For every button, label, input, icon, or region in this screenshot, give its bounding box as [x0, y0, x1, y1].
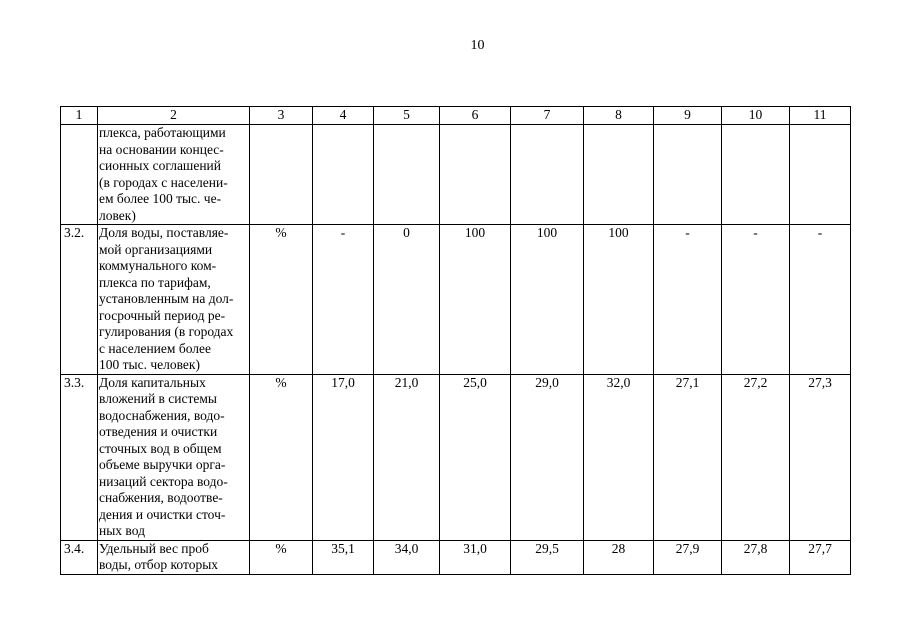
value-cell: 28 [584, 540, 654, 574]
table-row [61, 540, 851, 574]
value-cell [584, 125, 654, 225]
value-cell: 100 [584, 225, 654, 375]
row-number: 3.2. [61, 225, 98, 375]
header-cell: 10 [722, 107, 790, 125]
value-cell [313, 125, 374, 225]
value-cell: - [790, 225, 851, 375]
row-description: плекса, работающими на основании концес- сионных соглашений (в городах с населени- ем более 100 тыс. че- ловек) [98, 125, 250, 225]
unit-cell: % [250, 225, 313, 375]
value-cell: 34,0 [374, 540, 440, 574]
value-cell [374, 125, 440, 225]
value-cell: 27,9 [654, 540, 722, 574]
unit-cell [250, 125, 313, 225]
value-cell: 21,0 [374, 374, 440, 540]
header-cell: 2 [98, 107, 250, 125]
header-cell: 11 [790, 107, 851, 125]
row-number [61, 125, 98, 225]
header-row [61, 107, 851, 125]
value-cell: 17,0 [313, 374, 374, 540]
value-cell [654, 125, 722, 225]
table-row [61, 125, 851, 225]
value-cell: - [722, 225, 790, 375]
header-cell: 5 [374, 107, 440, 125]
value-cell: 100 [511, 225, 584, 375]
value-cell [511, 125, 584, 225]
value-cell [722, 125, 790, 225]
unit-cell: % [250, 374, 313, 540]
value-cell: 0 [374, 225, 440, 375]
value-cell: 29,5 [511, 540, 584, 574]
row-number: 3.3. [61, 374, 98, 540]
header-cell: 4 [313, 107, 374, 125]
value-cell [790, 125, 851, 225]
value-cell: 27,8 [722, 540, 790, 574]
value-cell: 31,0 [440, 540, 511, 574]
row-description: Удельный вес проб воды, отбор которых [98, 540, 250, 574]
row-number: 3.4. [61, 540, 98, 574]
header-cell: 1 [61, 107, 98, 125]
value-cell: - [313, 225, 374, 375]
value-cell: 27,3 [790, 374, 851, 540]
value-cell: 32,0 [584, 374, 654, 540]
row-description: Доля капитальных вложений в системы водоснабжения, водо- отведения и очистки сточных вод в общем объеме выручки орга- низаций сектора водо- снабжения, водоотве- дения и очистки сточ- ных вод [98, 374, 250, 540]
table-row [61, 374, 851, 540]
header-cell: 3 [250, 107, 313, 125]
header-cell: 6 [440, 107, 511, 125]
header-cell: 8 [584, 107, 654, 125]
value-cell: 100 [440, 225, 511, 375]
value-cell: - [654, 225, 722, 375]
value-cell: 29,0 [511, 374, 584, 540]
value-cell: 27,1 [654, 374, 722, 540]
value-cell: 27,7 [790, 540, 851, 574]
indicators-table [60, 106, 851, 575]
value-cell [440, 125, 511, 225]
header-cell: 9 [654, 107, 722, 125]
value-cell: 25,0 [440, 374, 511, 540]
row-description: Доля воды, поставляе- мой организациями коммунального ком- плекса по тарифам, установленным на дол- госрочный период ре- гулирования (в городах с населением более 100 тыс. человек) [98, 225, 250, 375]
table-row [61, 225, 851, 375]
value-cell: 35,1 [313, 540, 374, 574]
value-cell: 27,2 [722, 374, 790, 540]
page-number: 10 [470, 38, 485, 53]
header-cell: 7 [511, 107, 584, 125]
unit-cell: % [250, 540, 313, 574]
